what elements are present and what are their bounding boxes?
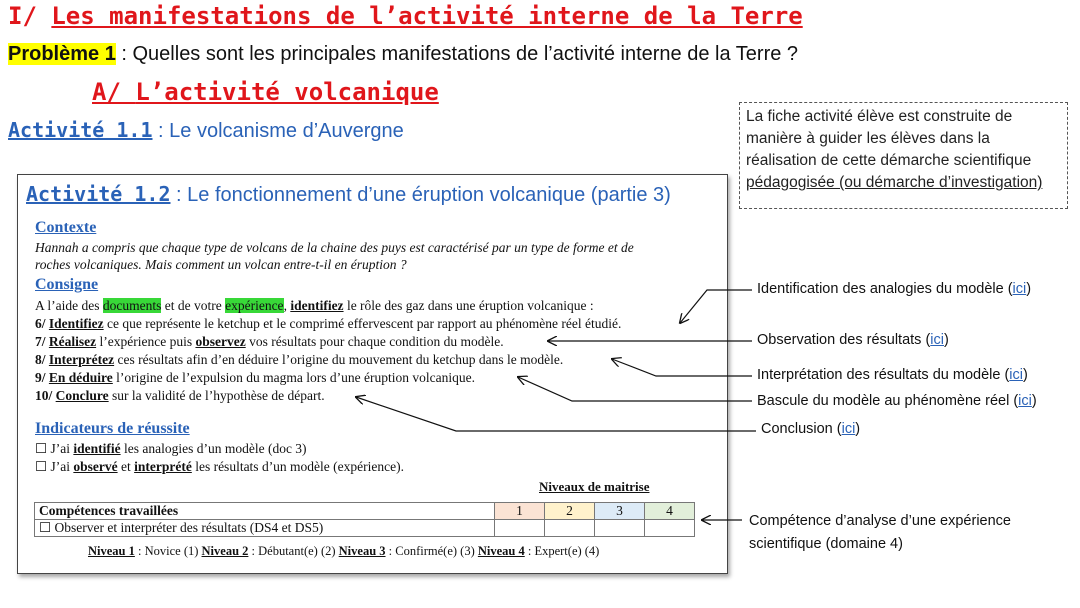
highlight-documents: documents <box>102 298 162 313</box>
competence-item[interactable]: ☐ Observer et interpréter des résultats (DS4 et DS5) <box>35 520 495 537</box>
annotation-text: Conclusion ( <box>761 421 842 437</box>
annotation-text: ) <box>943 332 949 348</box>
annotation-text: Compétence d’analyse d’une expérience <box>749 513 1011 529</box>
legend-level: Niveau 4 <box>477 544 525 558</box>
document-title-code: Activité 1.2 <box>26 182 171 206</box>
legend-text: : Débutant(e) (2) <box>248 544 339 558</box>
annotation-text: scientifique (domaine 4) <box>749 536 903 552</box>
indicator-text: les analogies d’un modèle (doc 3) <box>120 441 307 456</box>
annotation-text: Observation des résultats ( <box>757 332 931 348</box>
annotation-conclusion <box>761 421 860 437</box>
step-number: 7/ <box>35 334 49 349</box>
legend-level: Niveau 3 <box>338 544 386 558</box>
legend-text: : Novice (1) <box>134 544 202 558</box>
annotation-text: Bascule du modèle au phénomène réel ( <box>757 393 1019 409</box>
contexte-line: Hannah a compris que chaque type de volcans de la chaine des puys est caractérisé par un type de forme et de <box>35 240 634 255</box>
annotation-text: ) <box>1026 281 1032 297</box>
level-2-input[interactable] <box>545 520 595 537</box>
table-row <box>35 503 695 520</box>
step-number: 9/ <box>35 370 49 385</box>
annotation-text: Interprétation des résultats du modèle ( <box>757 367 1010 383</box>
step-text: sur la validité de l’hypothèse de départ. <box>108 388 325 403</box>
checkbox-icon[interactable]: ☐ <box>35 441 48 456</box>
problem-statement <box>8 43 798 66</box>
level-1-input[interactable] <box>495 520 545 537</box>
checkbox-icon[interactable]: ☐ <box>35 459 48 474</box>
step-verb: observez <box>195 334 246 349</box>
step-6 <box>35 316 621 332</box>
document-title-text: : Le fonctionnement d’une éruption volcanique (partie 3) <box>170 184 671 206</box>
teacher-note-box <box>739 102 1068 209</box>
indicator-text: les résultats d’un modèle (expérience). <box>191 459 404 474</box>
activity-1-1-text: : Le volcanisme d’Auvergne <box>152 120 404 142</box>
annotation-text: ) <box>1022 367 1028 383</box>
problem-label: Problème 1 <box>8 43 116 65</box>
step-8 <box>35 352 563 368</box>
subheading <box>92 78 439 106</box>
step-verb: En déduire <box>48 370 113 385</box>
annotation-competence <box>749 510 1011 556</box>
indicator-text: J’ai <box>47 441 74 456</box>
levels-legend <box>88 544 599 559</box>
indicator-text: J’ai <box>47 459 74 474</box>
indicateurs-heading: Indicateurs de réussite <box>35 420 190 437</box>
step-verb: Réalisez <box>48 334 97 349</box>
note-line: manière à guider les élèves dans la <box>746 130 990 147</box>
step-verb: Identifiez <box>48 316 104 331</box>
note-line: réalisation de cette démarche scientifique <box>746 152 1032 169</box>
annotation-text: Identification des analogies du modèle ( <box>757 281 1013 297</box>
level-4-cell: 4 <box>645 503 695 520</box>
ici-link[interactable]: ici <box>1009 367 1023 383</box>
table-header: Compétences travaillées <box>35 503 495 520</box>
activity-1-1 <box>8 118 404 143</box>
indicator-verb: interprété <box>134 459 192 474</box>
consigne-intro <box>35 298 594 314</box>
step-text: ce que représente le ketchup et le comprimé effervescent par rapport au phénomène réel étudié. <box>103 316 622 331</box>
level-3-input[interactable] <box>595 520 645 537</box>
consigne-text: A l’aide des <box>35 298 103 313</box>
contexte-heading: Contexte <box>35 219 97 236</box>
subheading-prefix: A/ <box>92 78 136 106</box>
competences-table <box>34 502 695 537</box>
step-number: 10/ <box>35 388 56 403</box>
step-number: 6/ <box>35 316 49 331</box>
annotation-observation <box>757 332 949 348</box>
step-number: 8/ <box>35 352 49 367</box>
step-verb: Interprétez <box>48 352 115 367</box>
main-heading-prefix: I/ <box>8 2 52 30</box>
annotation-bascule <box>757 393 1037 409</box>
level-3-cell: 3 <box>595 503 645 520</box>
activity-1-1-code: Activité 1.1 <box>8 118 153 142</box>
consigne-text: , <box>283 298 291 313</box>
indicator-verb: observé <box>73 459 118 474</box>
annotation-text: ) <box>855 421 861 437</box>
level-1-cell: 1 <box>495 503 545 520</box>
legend-level: Niveau 2 <box>201 544 249 558</box>
main-heading <box>8 2 803 30</box>
activity-document <box>17 174 728 574</box>
annotation-interpretation <box>757 367 1028 383</box>
level-4-input[interactable] <box>645 520 695 537</box>
step-9 <box>35 370 475 386</box>
niveaux-heading: Niveaux de maitrise <box>539 479 650 494</box>
consigne-heading: Consigne <box>35 276 99 293</box>
note-line: La fiche activité élève est construite de <box>746 108 1013 125</box>
ici-link[interactable]: ici <box>1012 281 1027 297</box>
step-text: l’origine de l’expulsion du magma lors d’une éruption volcanique. <box>112 370 475 385</box>
highlight-experience: expérience <box>225 298 284 313</box>
legend-text: : Confirmé(e) (3) <box>385 544 478 558</box>
main-heading-title: Les manifestations de l’activité interne de la Terre <box>51 2 803 30</box>
step-text: ces résultats afin d’en déduire l’origine du mouvement du ketchup dans le modèle. <box>114 352 564 367</box>
problem-text: : Quelles sont les principales manifestations de l’activité interne de la Terre ? <box>115 43 799 65</box>
annotation-analogies <box>757 281 1031 297</box>
ici-link[interactable]: ici <box>1018 393 1032 409</box>
consigne-text: le rôle des gaz dans une éruption volcanique : <box>343 298 594 313</box>
step-10 <box>35 388 325 404</box>
document-title <box>26 182 671 207</box>
consigne-text: et de votre <box>161 298 226 313</box>
step-text: l’expérience puis <box>96 334 196 349</box>
step-text: vos résultats pour chaque condition du modèle. <box>245 334 504 349</box>
contexte-line: roches volcaniques. Mais comment un volcan entre-t-il en éruption ? <box>35 257 407 272</box>
ici-link[interactable]: ici <box>930 332 944 348</box>
legend-level: Niveau 1 <box>88 544 135 558</box>
indicator-2 <box>35 459 404 475</box>
level-2-cell: 2 <box>545 503 595 520</box>
indicator-verb: identifié <box>73 441 121 456</box>
annotation-text: ) <box>1031 393 1037 409</box>
subheading-title: L’activité volcanique <box>135 78 439 106</box>
note-line: pédagogisée (ou démarche d’investigation) <box>746 174 1043 191</box>
table-row <box>35 520 695 537</box>
consigne-verb: identifiez <box>290 298 344 313</box>
ici-link[interactable]: ici <box>841 421 856 437</box>
indicator-1 <box>35 441 307 457</box>
indicator-text: et <box>117 459 135 474</box>
step-7 <box>35 334 504 350</box>
legend-text: : Expert(e) (4) <box>524 544 600 558</box>
step-verb: Conclure <box>55 388 109 403</box>
